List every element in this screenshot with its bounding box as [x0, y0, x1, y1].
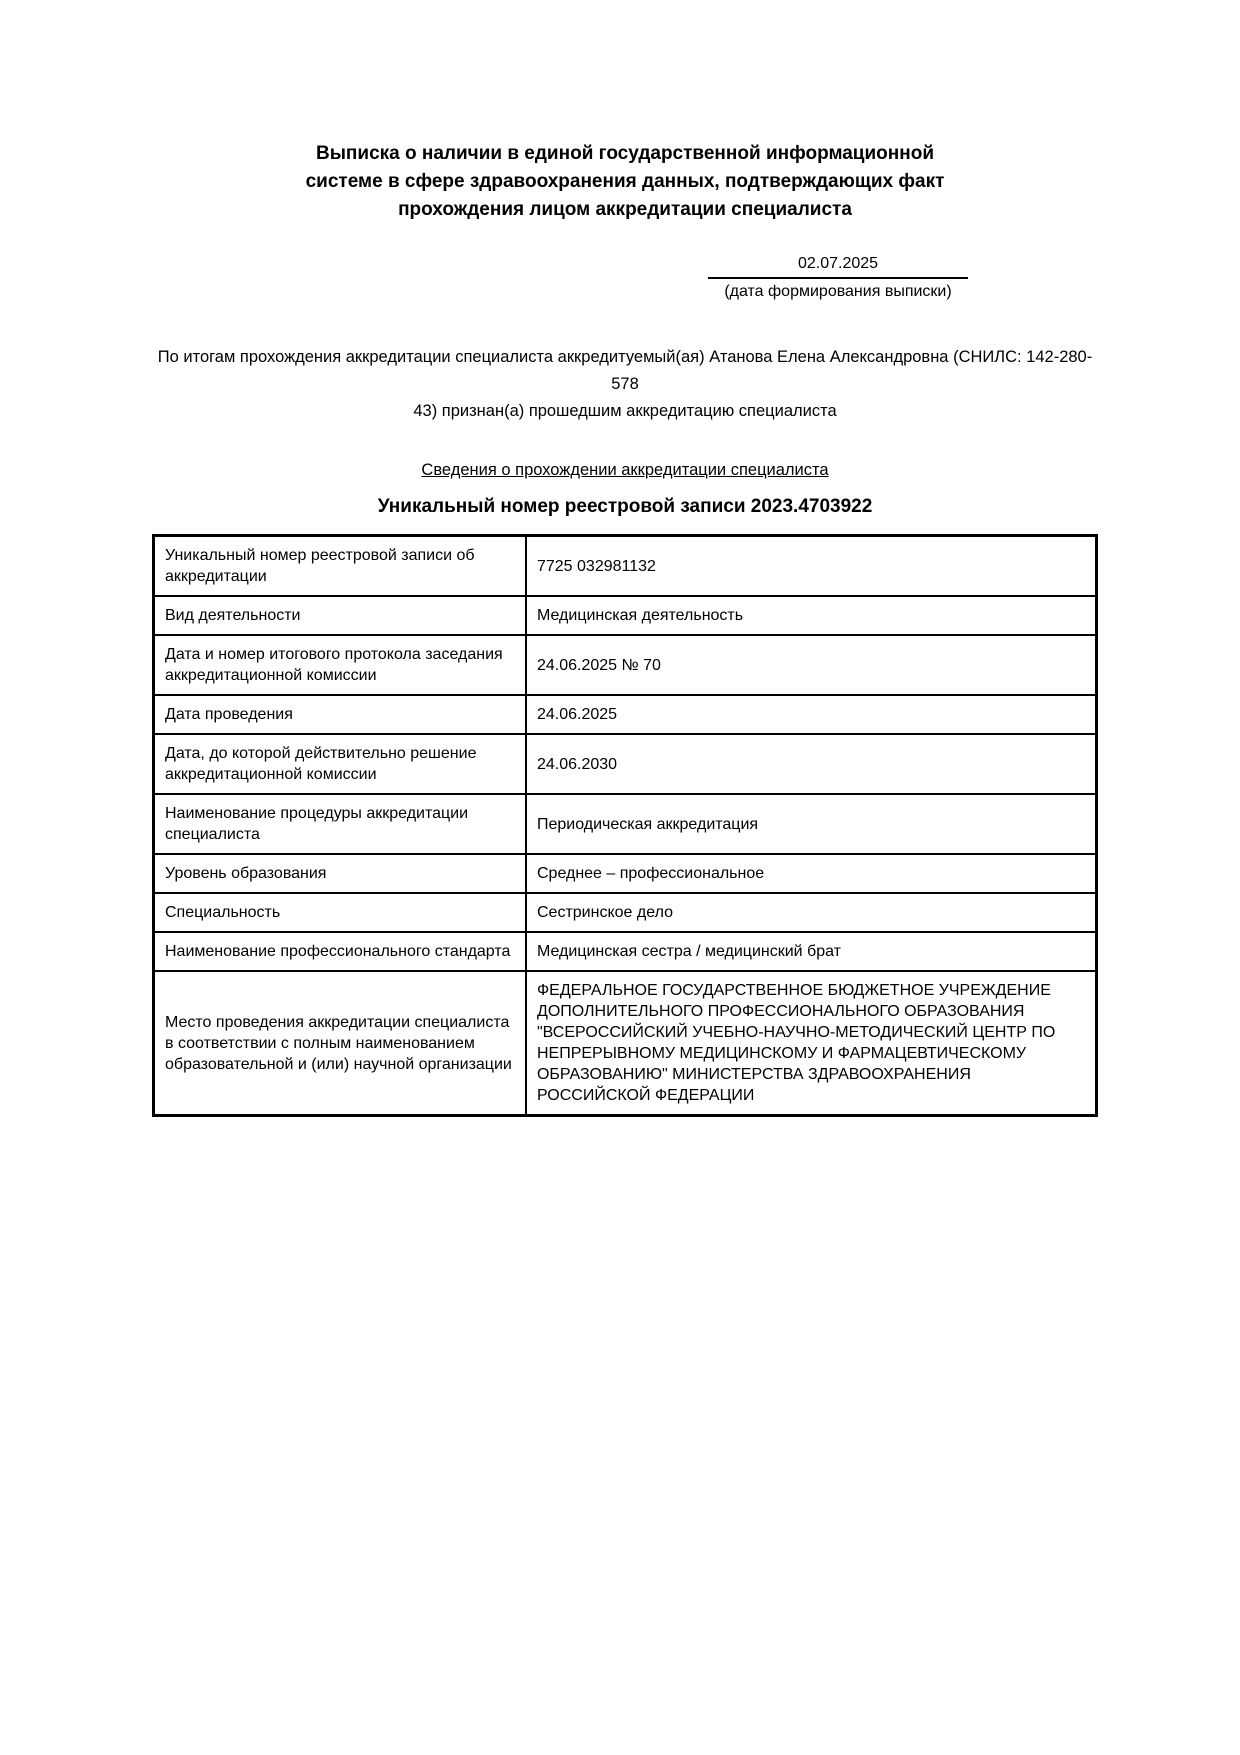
- table-row-education-level: [154, 854, 1097, 893]
- table-row-activity-type: [154, 596, 1097, 635]
- table-row-professional-standard: [154, 932, 1097, 971]
- row-value-specialty: Сестринское дело: [526, 893, 1097, 932]
- table-row-date-held: [154, 695, 1097, 734]
- row-value-organization: ФЕДЕРАЛЬНОЕ ГОСУДАРСТВЕННОЕ БЮДЖЕТНОЕ УЧРЕЖДЕНИЕ ДОПОЛНИТЕЛЬНОГО ПРОФЕССИОНАЛЬНОГО ОБРАЗОВАНИЯ "ВСЕРОССИЙСКИЙ УЧЕБНО-НАУЧНО-МЕТОДИЧЕСКИЙ ЦЕНТР ПО НЕПРЕРЫВНОМУ МЕДИЦИНСКОМУ И ФАРМАЦЕВТИЧЕСКОМУ ОБРАЗОВАНИЮ" МИНИСТЕРСТВА ЗДРАВООХРАНЕНИЯ РОССИЙСКОЙ ФЕДЕРАЦИИ: [526, 971, 1097, 1116]
- row-label-protocol: Дата и номер итогового протокола заседания аккредитационной комиссии: [154, 635, 526, 695]
- section-heading: Сведения о прохождении аккредитации специалиста: [421, 461, 829, 479]
- row-label-date-held: Дата проведения: [154, 695, 526, 734]
- intro-line-2: 43) признан(а) прошедшим аккредитацию специалиста: [413, 402, 837, 420]
- row-value-procedure-name: Периодическая аккредитация: [526, 794, 1097, 854]
- row-value-protocol: 24.06.2025 № 70: [526, 635, 1097, 695]
- document-title: [152, 140, 1098, 224]
- document-title-line-2: системе в сфере здравоохранения данных, подтверждающих факт: [305, 171, 945, 192]
- accreditation-table: [152, 534, 1098, 1117]
- row-value-activity-type: Медицинская деятельность: [526, 596, 1097, 635]
- document-title-line-1: Выписка о наличии в единой государственной информационной: [315, 143, 935, 164]
- row-label-activity-type: Вид деятельности: [154, 596, 526, 635]
- table-row-specialty: [154, 893, 1097, 932]
- row-value-registry-number: 7725 032981132: [526, 536, 1097, 597]
- intro-paragraph: [152, 344, 1098, 425]
- registry-number-heading: Уникальный номер реестровой записи 2023.4703922: [377, 496, 873, 517]
- extract-date-caption: (дата формирования выписки): [724, 283, 952, 300]
- row-value-date-held: 24.06.2025: [526, 695, 1097, 734]
- row-label-professional-standard: Наименование профессионального стандарта: [154, 932, 526, 971]
- row-label-specialty: Специальность: [154, 893, 526, 932]
- table-row-valid-until: [154, 734, 1097, 794]
- row-value-professional-standard: Медицинская сестра / медицинский брат: [526, 932, 1097, 971]
- row-label-valid-until: Дата, до которой действительно решение аккредитационной комиссии: [154, 734, 526, 794]
- page-content: [152, 0, 1098, 1117]
- accreditation-table-body: [154, 536, 1097, 1116]
- row-label-education-level: Уровень образования: [154, 854, 526, 893]
- row-value-education-level: Среднее – профессиональное: [526, 854, 1097, 893]
- extract-date: 02.07.2025: [708, 254, 968, 279]
- row-value-valid-until: 24.06.2030: [526, 734, 1097, 794]
- table-row-organization: [154, 971, 1097, 1116]
- row-label-organization: Место проведения аккредитации специалиста в соответствии с полным наименованием образовательной и (или) научной организации: [154, 971, 526, 1116]
- document-title-line-3: прохождения лицом аккредитации специалиста: [398, 199, 852, 220]
- table-row-procedure-name: [154, 794, 1097, 854]
- intro-line-1: По итогам прохождения аккредитации специалиста аккредитуемый(ая) Атанова Елена Александровна (СНИЛС: 142-280-578: [157, 348, 1093, 393]
- table-row-protocol: [154, 635, 1097, 695]
- table-row-registry-number: [154, 536, 1097, 597]
- row-label-procedure-name: Наименование процедуры аккредитации специалиста: [154, 794, 526, 854]
- row-label-registry-number: Уникальный номер реестровой записи об аккредитации: [154, 536, 526, 597]
- extract-date-block: [708, 254, 968, 302]
